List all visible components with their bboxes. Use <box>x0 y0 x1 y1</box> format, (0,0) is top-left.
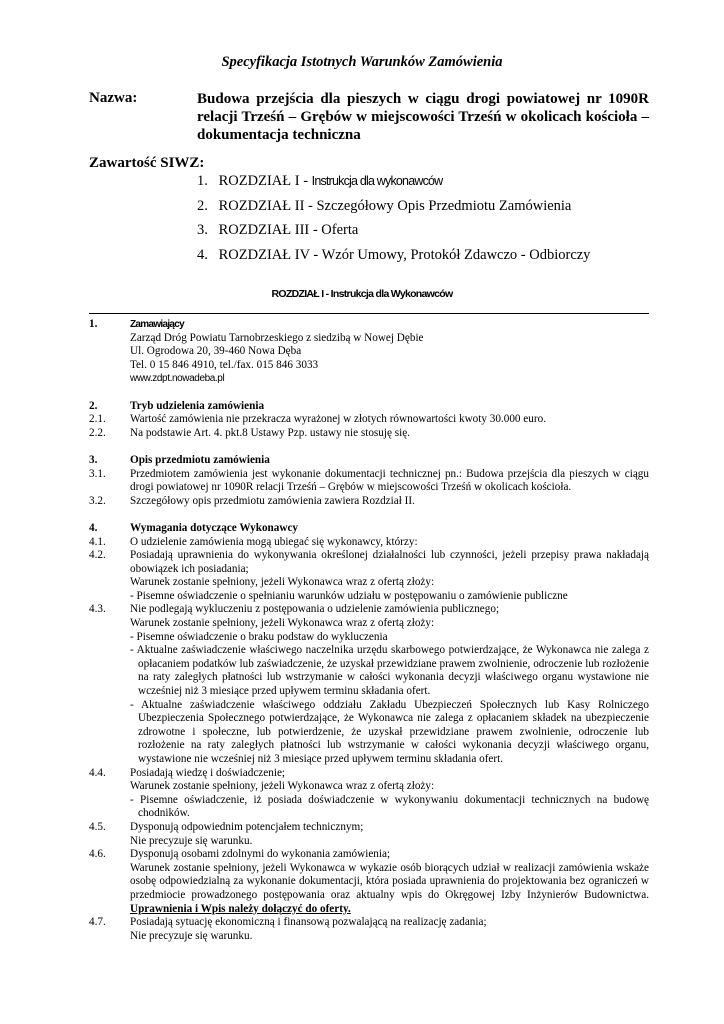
zawartosc-label: Zawartość SIWZ: <box>89 155 205 171</box>
list-item: 4.4. Posiadają wiedzę i doświadczenie; <box>89 766 286 779</box>
section-2-heading: 2. Tryb udzielenia zamówienia <box>89 399 265 412</box>
contents-item: 3. ROZDZIAŁ III - Oferta <box>197 222 359 238</box>
section-4-heading: 4. Wymagania dotyczące Wykonawcy <box>89 521 299 534</box>
emphasis-note: Uprawnienia i Wpis należy dołączyć do oferty. <box>130 902 351 915</box>
contents-list <box>197 172 590 270</box>
document-body: 1. Zamawiający Zarząd Dróg Powiatu Tarnobrzeskiego z siedzibą w Nowej Dębie Ul. Ogrodowa 20, 39-460 Nowa Dęba Tel. 0 15 846 4910, tel./fax. 015 846 3033 www.zdpt.nowadeba.pl 2. Tryb udzielenia zamówienia 2.1. Wartość zamówienia nie przekracza wyrażonej w złotych równowartości kwoty 30.000 euro. 2.2. Na podstawie Art. 4. pkt.8 Ustawy Pzp. ustawy nie stosuję się. 3. Opis przedmiotu zamówienia 3.1. Przedmiotem zamówienia jest wykonanie dokumentacji technicznej pn.: Budowa przejścia dla pieszych w ciągu drogi powiatowej nr 1090R relacji Trześń – Grębów w miejscowości Trześń w okolicach kościoła. 3.2. Szczegółowy opis przedmiotu zamówienia zawiera Rozdział II. 4. Wymagania dotyczące Wykonawcy 4.1. O udzielenie zamówienia mogą ubiegać się wykonawcy, którzy: 4.2. Posiadają uprawnienia do wykonywania określonej działalności lub czynności, jeżeli przepisy prawa nakładają obowiązek ich posiadania; Warunek zostanie spełniony, jeżeli Wykonawca wraz z ofertą złoży: - Pisemne oświadczenie o spełnianiu warunków udziału w postępowaniu o zamówienie publiczne 4.3. Nie podlegają wykluczeniu z postępowania o udzielenie zamówienia publicznego; Warunek zostanie spełniony, jeżeli Wykonawca wraz z ofertą złoży: - Pisemne oświadczenie o braku podstaw do wykluczenia - Aktualne zaświadczenie właściwego naczelnika urzędu skarbowego potwierdzające, że Wykonawca nie zalega z opłacaniem podatków lub zaświadczenie, że uzyskał przewidziane prawem zwolnienie, odroczenie lub rozłożenie na raty zaległych płatności lub wstrzymanie w całości wykonania decyzji właściwego organu wystawione nie wcześniej niż 3 miesiące przed upływem terminu składania ofert. - Aktualne zaświadczenie właściwego oddziału Zakładu Ubezpieczeń Społecznych lub Kasy Rolniczego Ubezpieczenia Społecznego potwierdzające, że Wykonawca nie zalega z opłacaniem składek na ubezpieczenie zdrowotne i społeczne, lub potwierdzenie, że uzyskał przewidziane prawem zwolnienie, odroczenie lub rozłożenie na raty zaległych płatności lub wstrzymanie w całości wykonania decyzji właściwego organu, wystawione nie wcześniej niż 3 miesiące przed upływem terminu składania ofert. 4.4. Posiadają wiedzę i doświadczenie; Warunek zostanie spełniony, jeżeli Wykonawca wraz z ofertą złoży: - Pisemne oświadczenie, iż posiada doświadczenie w wykonywaniu dokumentacji technicznych na budowę chodników. 4.5. Dysponują odpowiednim potencjałem technicznym; Nie precyzuje się warunku. 4.6. Dysponują osobami zdolnymi do wykonania zamówienia; Warunek zostanie spełniony, jeżeli Wykonawca w wykazie osób biorących udział w realizacji zamówienia wskaże osobę odpowiedzialną za wykonanie dokumentacji, która posiada uprawnienia do projektowania bez ograniczeń w przedmiocie prowadzonego postępowania oraz aktualny wpis do Okręgowej Izby Inżynierów Budownictwa. Uprawnienia i Wpis należy dołączyć do oferty. 4.7. Posiadają sytuację ekonomiczną i finansową pozwalającą na realizację zadania; Nie precyzuje się warunku. <box>89 318 649 942</box>
address-line: Zarząd Dróg Powiatu Tarnobrzeskiego z siedzibą w Nowej Dębie <box>130 331 424 344</box>
list-item: 2.1. Wartość zamówienia nie przekracza wyrażonej w złotych równowartości kwoty 30.000 euro. <box>89 413 546 426</box>
contents-item: 1. ROZDZIAŁ I - Instrukcja dla wykonawców <box>197 173 443 189</box>
address-line: Tel. 0 15 846 4910, tel./fax. 015 846 3033 <box>130 358 319 371</box>
section-3-heading: 3. Opis przedmiotu zamówienia <box>89 453 270 466</box>
list-item: 2.2. Na podstawie Art. 4. pkt.8 Ustawy Pzp. ustawy nie stosuję się. <box>89 426 410 439</box>
list-item: 4.6. Dysponują osobami zdolnymi do wykonania zamówienia; <box>89 848 391 861</box>
list-item: 4.3. Nie podlegają wykluczeniu z postępowania o udzielenie zamówienia publicznego; <box>89 603 500 616</box>
document-title: Specyfikacja Istotnych Warunków Zamówienia <box>221 54 503 70</box>
nazwa-text: Budowa przejścia dla pieszych w ciągu drogi powiatowej nr 1090R relacji Trześń – Grębów w miejscowości Trześń w okolicach kościoła – dokumentacja techniczna <box>197 91 649 143</box>
list-item: 4.7. Posiadają sytuację ekonomiczną i finansową pozwalającą na realizację zadania; <box>89 916 487 929</box>
address-line: Ul. Ogrodowa 20, 39-460 Nowa Dęba <box>130 345 302 358</box>
list-item: 4.2. Posiadają uprawnienia do wykonywania określonej działalności lub czynności, jeżeli przepisy prawa nakładają obowiązek ich posiadania; <box>89 549 649 575</box>
list-item: 4.1. O udzielenie zamówienia mogą ubiegać się wykonawcy, którzy: <box>89 535 418 548</box>
section-1-heading: 1. Zamawiający <box>89 318 185 330</box>
website-link[interactable]: www.zdpt.nowadeba.pl <box>130 373 225 385</box>
divider <box>89 313 649 314</box>
section-heading: ROZDZIAŁ I - Instrukcja dla Wykonawców <box>271 288 453 300</box>
nazwa-label: Nazwa: <box>89 90 138 106</box>
contents-item: 4. ROZDZIAŁ IV - Wzór Umowy, Protokół Zdawczo - Odbiorczy <box>197 246 591 263</box>
list-item: 3.2. Szczegółowy opis przedmiotu zamówienia zawiera Rozdział II. <box>89 494 415 507</box>
contents-item: 2. ROZDZIAŁ II - Szczegółowy Opis Przedmiotu Zamówienia <box>197 197 572 214</box>
list-item: 4.5. Dysponują odpowiednim potencjałem technicznym; <box>89 820 364 833</box>
list-item: 3.1. Przedmiotem zamówienia jest wykonanie dokumentacji technicznej pn.: Budowa przejścia dla pieszych w ciągu drogi powiatowej nr 1090R relacji Trześń – Grębów w miejscowości Trześń w okolicach kościoła. <box>89 467 649 494</box>
